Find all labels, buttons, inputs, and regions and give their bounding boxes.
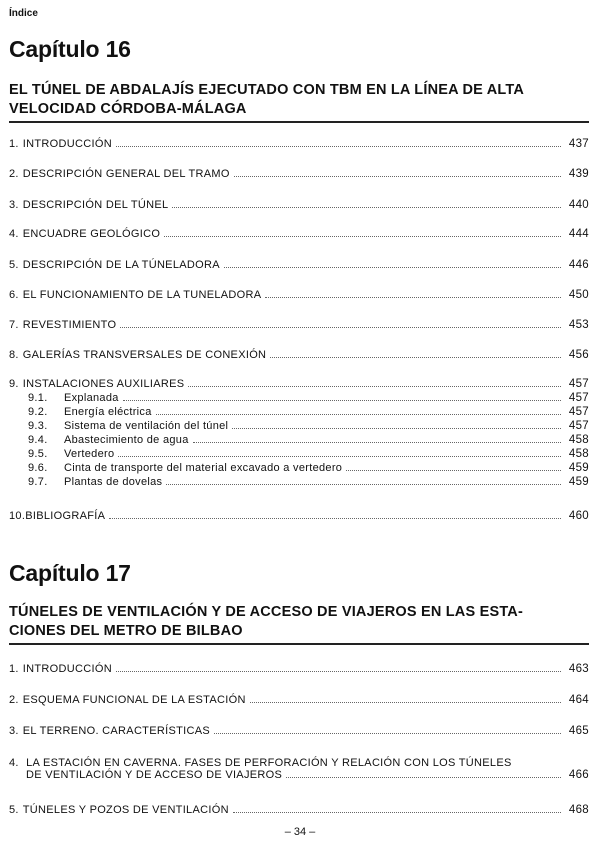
chapter-17-rule bbox=[9, 643, 589, 645]
toc-entry-page: 466 bbox=[568, 769, 589, 781]
toc-entry-number: 10. bbox=[9, 510, 26, 522]
toc-entry-number: 3. bbox=[9, 725, 19, 737]
page-number: – 34 – bbox=[284, 826, 316, 838]
toc-entry[interactable] bbox=[9, 168, 589, 180]
toc-entry-number: 1. bbox=[9, 663, 19, 675]
toc-entry-number: 5. bbox=[9, 259, 19, 271]
toc-entry-page: 450 bbox=[568, 289, 589, 301]
toc-entry-number: 3. bbox=[9, 199, 19, 211]
toc-entry-page: 468 bbox=[568, 804, 589, 816]
dot-leader bbox=[166, 484, 561, 485]
toc-entry-number: 2. bbox=[9, 694, 19, 706]
toc-entry-label: LA ESTACIÓN EN CAVERNA. FASES DE PERFORACIÓN Y RELACIÓN CON LOS TÚNELES bbox=[26, 757, 512, 769]
dot-leader bbox=[250, 702, 561, 703]
chapter-17-subtitle-line2: CIONES DEL METRO DE BILBAO bbox=[9, 623, 243, 639]
toc-entry[interactable] bbox=[9, 289, 589, 301]
chapter-16-subtitle bbox=[9, 81, 589, 119]
toc-entry-label: DESCRIPCIÓN DEL TÚNEL bbox=[22, 199, 169, 211]
toc-subentry-label: Plantas de dovelas bbox=[64, 476, 163, 488]
toc-entry-line1 bbox=[9, 757, 589, 769]
toc-entry-label: ESQUEMA FUNCIONAL DE LA ESTACIÓN bbox=[22, 694, 246, 706]
chapter-17-title: Capítulo 17 bbox=[9, 560, 131, 586]
toc-entry-number: 1. bbox=[9, 138, 19, 150]
toc-entry-label: DESCRIPCIÓN DE LA TÚNELADORA bbox=[22, 259, 220, 271]
toc-subentry-number: 9.6. bbox=[28, 462, 48, 474]
dot-leader bbox=[214, 733, 561, 734]
toc-subentry-page: 457 bbox=[568, 392, 589, 404]
toc-entry[interactable] bbox=[9, 349, 589, 361]
toc-entry-page: 464 bbox=[568, 694, 589, 706]
toc-subentry-number: 9.4. bbox=[28, 434, 48, 446]
toc-entry[interactable] bbox=[9, 694, 589, 706]
toc-entry-number: 9. bbox=[9, 378, 19, 390]
dot-leader bbox=[234, 176, 561, 177]
toc-entry-label: INTRODUCCIÓN bbox=[22, 663, 112, 675]
toc-entry-number: 8. bbox=[9, 349, 19, 361]
dot-leader bbox=[118, 456, 561, 457]
toc-entry-page: 456 bbox=[568, 349, 589, 361]
dot-leader bbox=[120, 327, 561, 328]
toc-entry[interactable] bbox=[9, 804, 589, 816]
toc-subentry-label: Cinta de transporte del material excavado a vertedero bbox=[64, 462, 343, 474]
toc-subentry[interactable] bbox=[28, 406, 589, 418]
toc-subentry[interactable] bbox=[28, 392, 589, 404]
dot-leader bbox=[233, 812, 561, 813]
toc-entry[interactable] bbox=[9, 663, 589, 675]
toc-entry-label: EL TERRENO. CARACTERÍSTICAS bbox=[22, 725, 210, 737]
toc-entry[interactable] bbox=[9, 138, 589, 150]
dot-leader bbox=[286, 777, 561, 778]
dot-leader bbox=[172, 207, 561, 208]
toc-entry-page: 437 bbox=[568, 138, 589, 150]
toc-entry-label: REVESTIMIENTO bbox=[22, 319, 117, 331]
toc-entry-page: 463 bbox=[568, 663, 589, 675]
dot-leader bbox=[123, 400, 561, 401]
toc-entry-page: 446 bbox=[568, 259, 589, 271]
toc-subentry[interactable] bbox=[28, 434, 589, 446]
toc-subentry[interactable] bbox=[28, 448, 589, 460]
toc-entry-label: INTRODUCCIÓN bbox=[22, 138, 112, 150]
dot-leader bbox=[164, 236, 561, 237]
toc-entry-page: 465 bbox=[568, 725, 589, 737]
toc-entry-label: GALERÍAS TRANSVERSALES DE CONEXIÓN bbox=[22, 349, 267, 361]
toc-entry[interactable] bbox=[9, 319, 589, 331]
chapter-16-subtitle-line1: EL TÚNEL DE ABDALAJÍS EJECUTADO CON TBM EN LA LÍNEA DE ALTA bbox=[9, 82, 525, 98]
toc-subentry[interactable] bbox=[28, 420, 589, 432]
dot-leader bbox=[116, 671, 561, 672]
toc-subentry-number: 9.5. bbox=[28, 448, 48, 460]
toc-entry-label: TÚNELES Y POZOS DE VENTILACIÓN bbox=[22, 804, 229, 816]
dot-leader bbox=[116, 146, 561, 147]
toc-entry-label: EL FUNCIONAMIENTO DE LA TUNELADORA bbox=[22, 289, 262, 301]
toc-entry-label: ENCUADRE GEOLÓGICO bbox=[22, 228, 161, 240]
toc-entry-page: 444 bbox=[568, 228, 589, 240]
toc-subentry-number: 9.1. bbox=[28, 392, 48, 404]
toc-entry[interactable] bbox=[9, 259, 589, 271]
toc-subentry-label: Explanada bbox=[64, 392, 119, 404]
toc-entry-label: DESCRIPCIÓN GENERAL DEL TRAMO bbox=[22, 168, 230, 180]
dot-leader bbox=[156, 414, 561, 415]
chapter-16-rule bbox=[9, 121, 589, 123]
dot-leader bbox=[224, 267, 561, 268]
toc-entry-page: 440 bbox=[568, 199, 589, 211]
toc-entry-label: INSTALACIONES AUXILIARES bbox=[22, 378, 185, 390]
dot-leader bbox=[232, 428, 561, 429]
toc-subentry-page: 457 bbox=[568, 420, 589, 432]
toc-subentry-label: Sistema de ventilación del túnel bbox=[64, 420, 229, 432]
toc-entry-page: 460 bbox=[568, 510, 589, 522]
chapter-16-title: Capítulo 16 bbox=[9, 36, 131, 62]
toc-entry-number: 7. bbox=[9, 319, 19, 331]
toc-entry-page: 457 bbox=[568, 378, 589, 390]
toc-subentry-label: Abastecimiento de agua bbox=[64, 434, 189, 446]
toc-entry-line2 bbox=[9, 769, 589, 781]
dot-leader bbox=[188, 386, 561, 387]
toc-subentry-label: Energía eléctrica bbox=[64, 406, 152, 418]
toc-subentry-number: 9.7. bbox=[28, 476, 48, 488]
toc-subentry-page: 459 bbox=[568, 462, 589, 474]
toc-entry[interactable] bbox=[9, 510, 589, 522]
toc-entry-label: BIBLIOGRAFÍA bbox=[25, 510, 106, 522]
running-head: Índice bbox=[9, 8, 38, 19]
toc-subentry-number: 9.3. bbox=[28, 420, 48, 432]
toc-subentry-page: 458 bbox=[568, 448, 589, 460]
chapter-16-subtitle-line2: VELOCIDAD CÓRDOBA-MÁLAGA bbox=[9, 101, 247, 117]
chapter-17-subtitle-line1: TÚNELES DE VENTILACIÓN Y DE ACCESO DE VIAJEROS EN LAS ESTA- bbox=[9, 604, 524, 620]
toc-entry-page: 439 bbox=[568, 168, 589, 180]
toc-subentry-page: 457 bbox=[568, 406, 589, 418]
chapter-17-subtitle bbox=[9, 603, 589, 641]
toc-entry-number: 2. bbox=[9, 168, 19, 180]
toc-entry-number: 4. bbox=[9, 228, 19, 240]
dot-leader bbox=[270, 357, 561, 358]
toc-entry[interactable] bbox=[9, 378, 589, 390]
toc-entry-page: 453 bbox=[568, 319, 589, 331]
toc-entry-label-continued: DE VENTILACIÓN Y DE ACCESO DE VIAJEROS bbox=[26, 769, 283, 781]
toc-entry[interactable] bbox=[9, 725, 589, 737]
toc-subentry-page: 459 bbox=[568, 476, 589, 488]
toc-subentry[interactable] bbox=[28, 476, 589, 488]
toc-entry[interactable] bbox=[9, 228, 589, 240]
toc-entry[interactable] bbox=[9, 199, 589, 211]
dot-leader bbox=[193, 442, 561, 443]
toc-subentry[interactable] bbox=[28, 462, 589, 474]
dot-leader bbox=[265, 297, 561, 298]
toc-subentry-page: 458 bbox=[568, 434, 589, 446]
toc-subentry-number: 9.2. bbox=[28, 406, 48, 418]
toc-subentry-label: Vertedero bbox=[64, 448, 115, 460]
toc-entry[interactable] bbox=[9, 757, 589, 781]
toc-entry-number: 5. bbox=[9, 804, 19, 816]
dot-leader bbox=[109, 518, 561, 519]
toc-entry-number: 4. bbox=[9, 757, 19, 769]
toc-entry-number: 6. bbox=[9, 289, 19, 301]
dot-leader bbox=[346, 470, 561, 471]
